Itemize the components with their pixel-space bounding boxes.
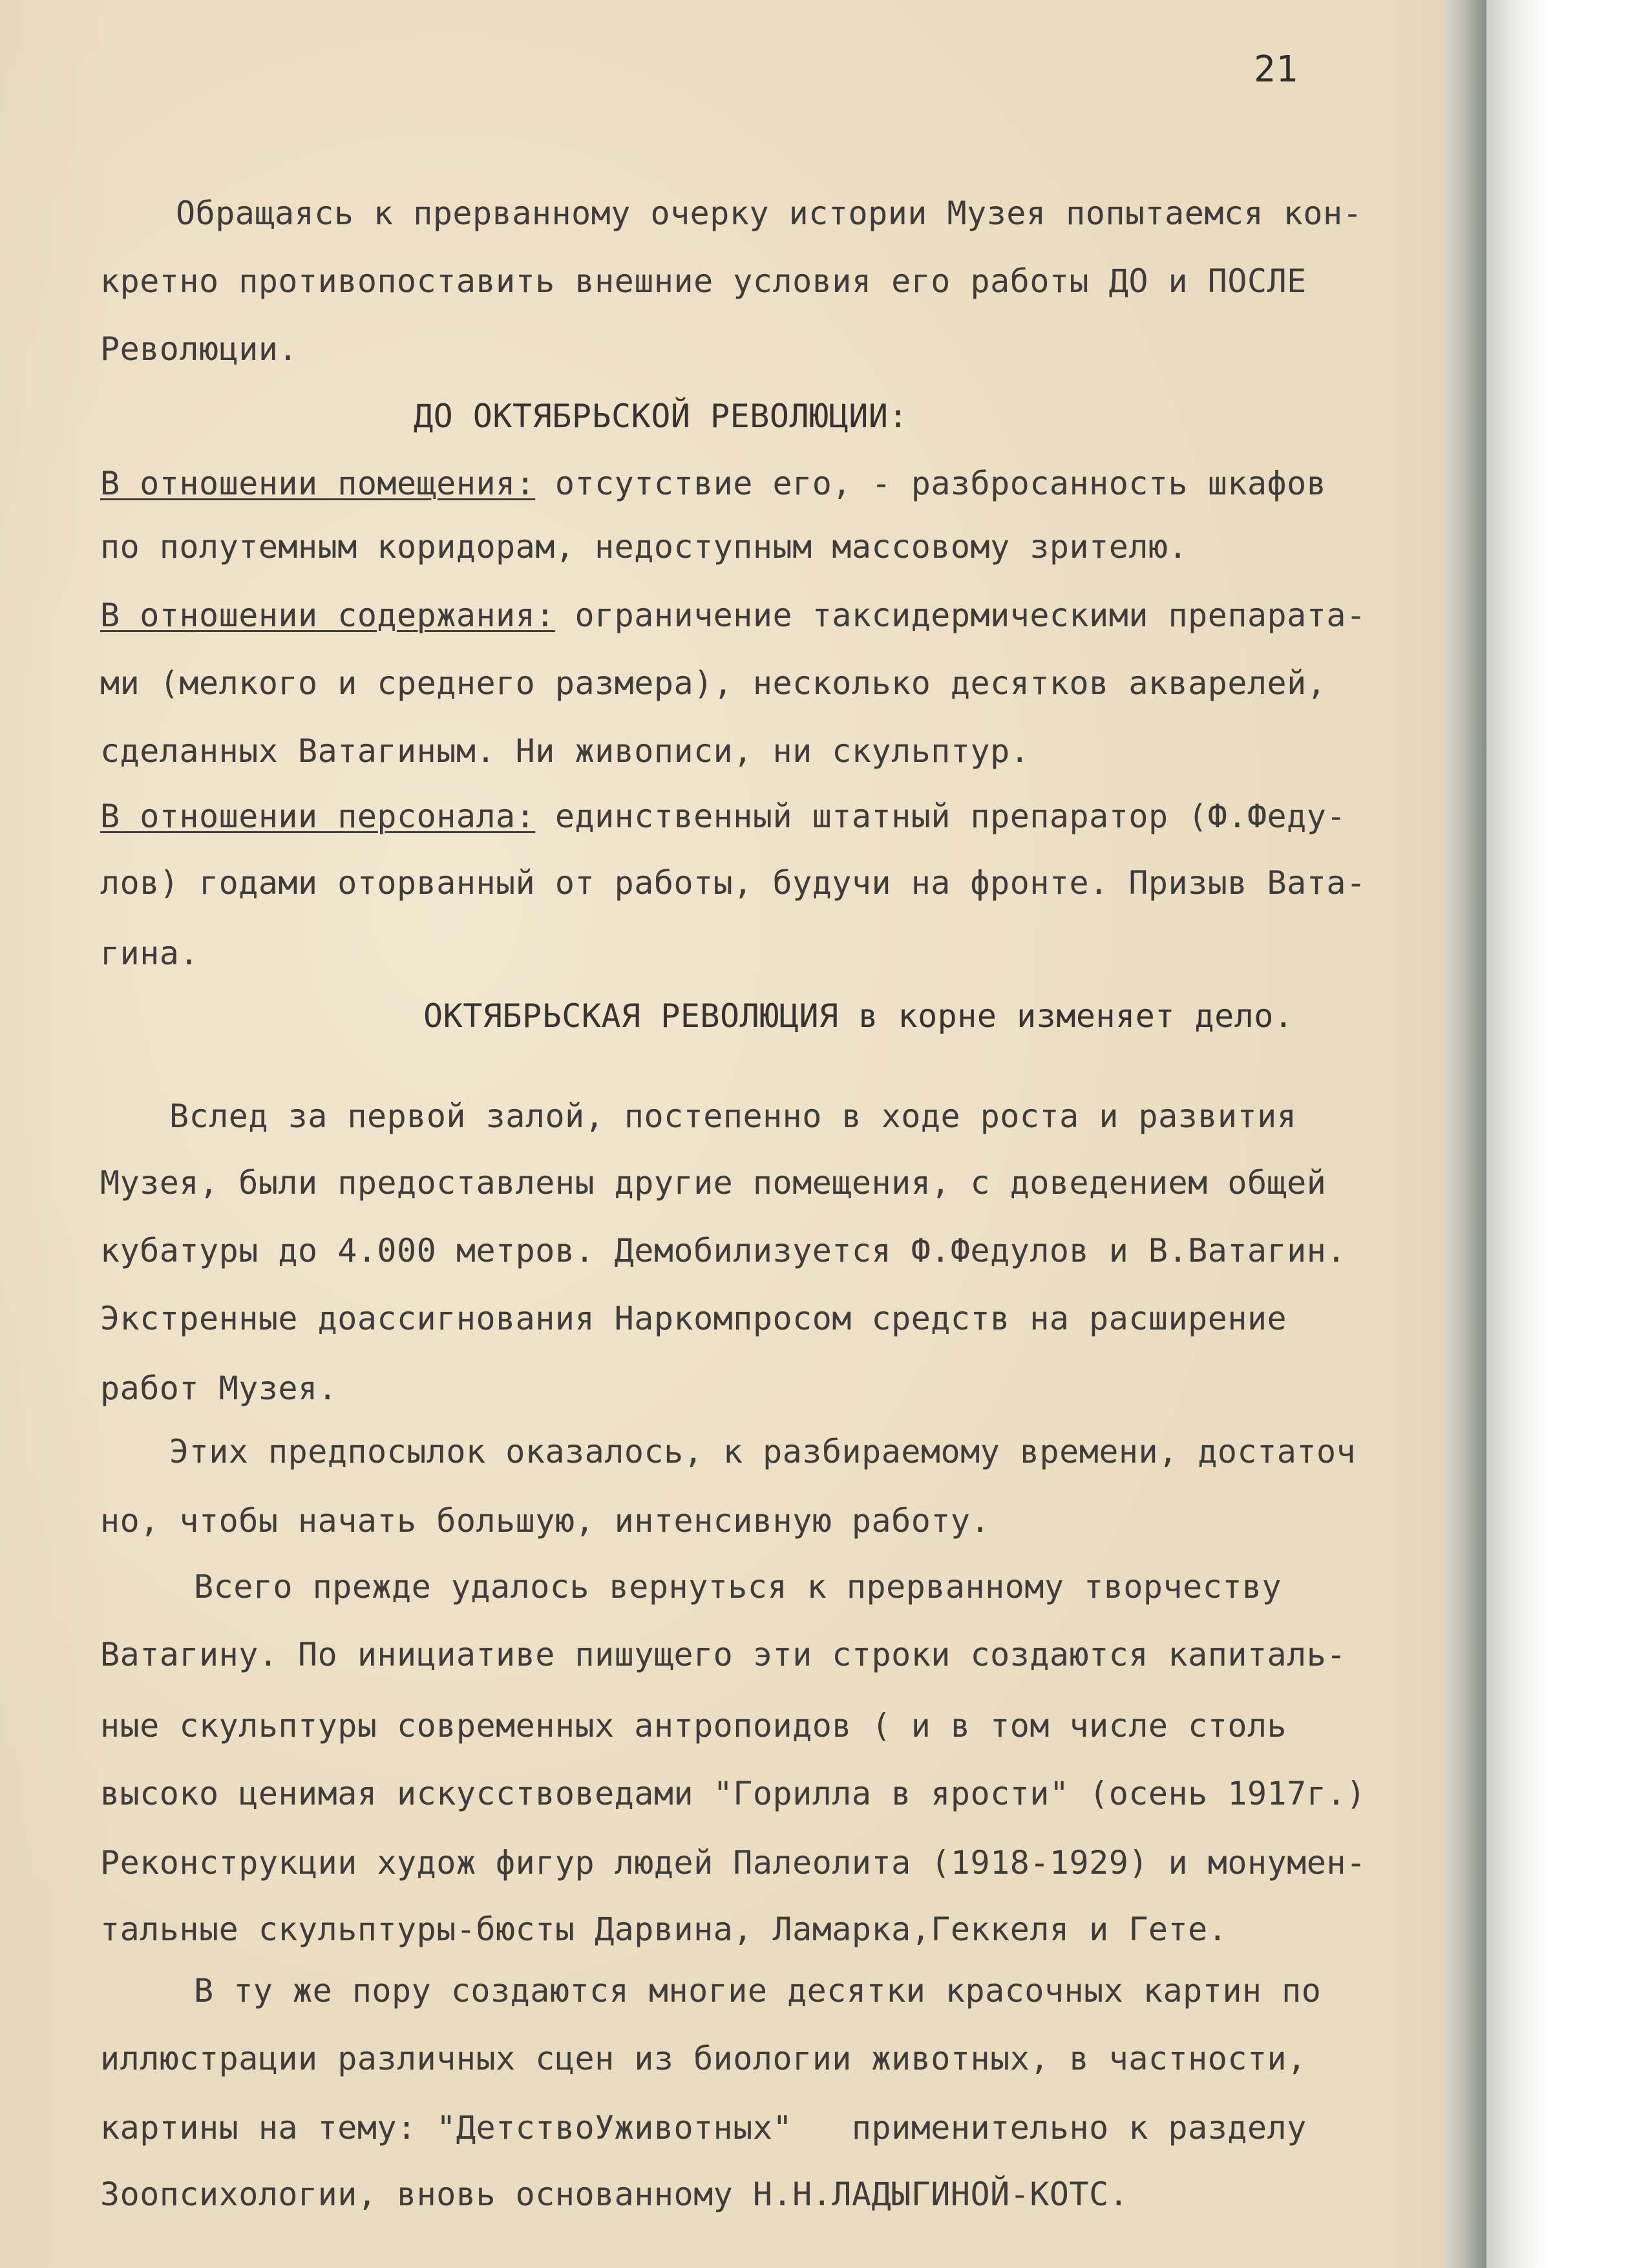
paragraph-2-line-4: Экстренные доассигнования Наркомпросом средств на расширение [100,1300,1287,1337]
content-text: ограничение таксидермическими препарата- [555,597,1366,634]
staff-line-3: гина. [100,935,200,972]
paragraph-4-line-6: тальные скульптуры-бюсты Дарвина, Ламарка,Геккеля и Гете. [100,1911,1228,1948]
paragraph-3-line-1: Этих предпосылок оказалось, к разбираемому времени, достаточ [169,1433,1357,1470]
content-line-2: ми (мелкого и среднего размера), несколько десятков акварелей, [100,664,1327,702]
staff-label: В отношении персонала: [100,798,536,835]
staff-text: единственный штатный препаратор (Ф.Феду- [535,798,1346,835]
paragraph-2-line-5: работ Музея. [100,1370,338,1407]
premises-label: В отношении помещения: [100,465,536,502]
paragraph-5-line-3: картины на тему: "ДетствоУживотных" применительно к разделу [100,2109,1307,2146]
paragraph-4-line-3: ные скульптуры современных антропоидов ( и в том числе столь [100,1707,1287,1744]
content-line-3: сделанных Ватагиным. Ни живописи, ни скульптур. [100,732,1030,770]
heading-before-revolution: ДО ОКТЯБРЬСКОЙ РЕВОЛЮЦИИ: [414,397,909,435]
paragraph-1-line-2: кретно противопоставить внешние условия его работы ДО и ПОСЛЕ [100,262,1307,300]
paragraph-4-line-5: Реконструкции худож фигур людей Палеолита (1918-1929) и монумен- [100,1844,1366,1881]
premises-line-2: по полутемным коридорам, недоступным массовому зрителю. [100,528,1188,566]
content-label: В отношении содержания: [100,597,555,634]
paragraph-1-line-3: Революции. [100,330,299,368]
paragraph-2-line-1: Вслед за первой залой, постепенно в ходе роста и развития [169,1097,1297,1135]
heading-october-revolution: ОКТЯБРЬСКАЯ РЕВОЛЮЦИЯ в корне изменяет дело. [423,997,1294,1035]
paragraph-5-line-1: В ту же пору создаются многие десятки красочных картин по [194,1972,1322,2009]
paragraph-4-line-1: Всего прежде удалось вернуться к прерванному творчеству [194,1568,1282,1606]
paragraph-4-line-4: высоко ценимая искусствоведами "Горилла в ярости" (осень 1917г.) [100,1775,1366,1812]
page-number: 21 [1254,48,1298,90]
paragraph-5-line-2: иллюстрации различных сцен из биологии животных, в частности, [100,2040,1307,2077]
paragraph-4-line-2: Ватагину. По инициативе пишущего эти строки создаются капиталь- [100,1636,1346,1673]
staff-line-1 [100,797,1346,836]
paragraph-2-line-2: Музея, были предоставлены другие помещения, с доведением общей [100,1164,1327,1202]
paragraph-1-line-1: Обращаясь к прерванному очерку истории Музея попытаемся кон- [176,195,1363,232]
paragraph-5-line-4: Зоопсихологии, вновь основанному Н.Н.ЛАДЫГИНОЙ-КОТС. [100,2176,1129,2213]
content-line-1 [100,596,1366,635]
premises-line-1 [100,464,1326,503]
paragraph-3-line-2: но, чтобы начать большую, интенсивную работу. [100,1502,991,1540]
staff-line-2: лов) годами оторванный от работы, будучи на фронте. Призыв Вата- [100,864,1366,902]
paragraph-2-line-3: кубатуры до 4.000 метров. Демобилизуется Ф.Федулов и В.Ватагин. [100,1232,1346,1269]
premises-text: отсутствие его, - разбросанность шкафов [535,465,1327,502]
scan-background [1486,0,1648,2268]
